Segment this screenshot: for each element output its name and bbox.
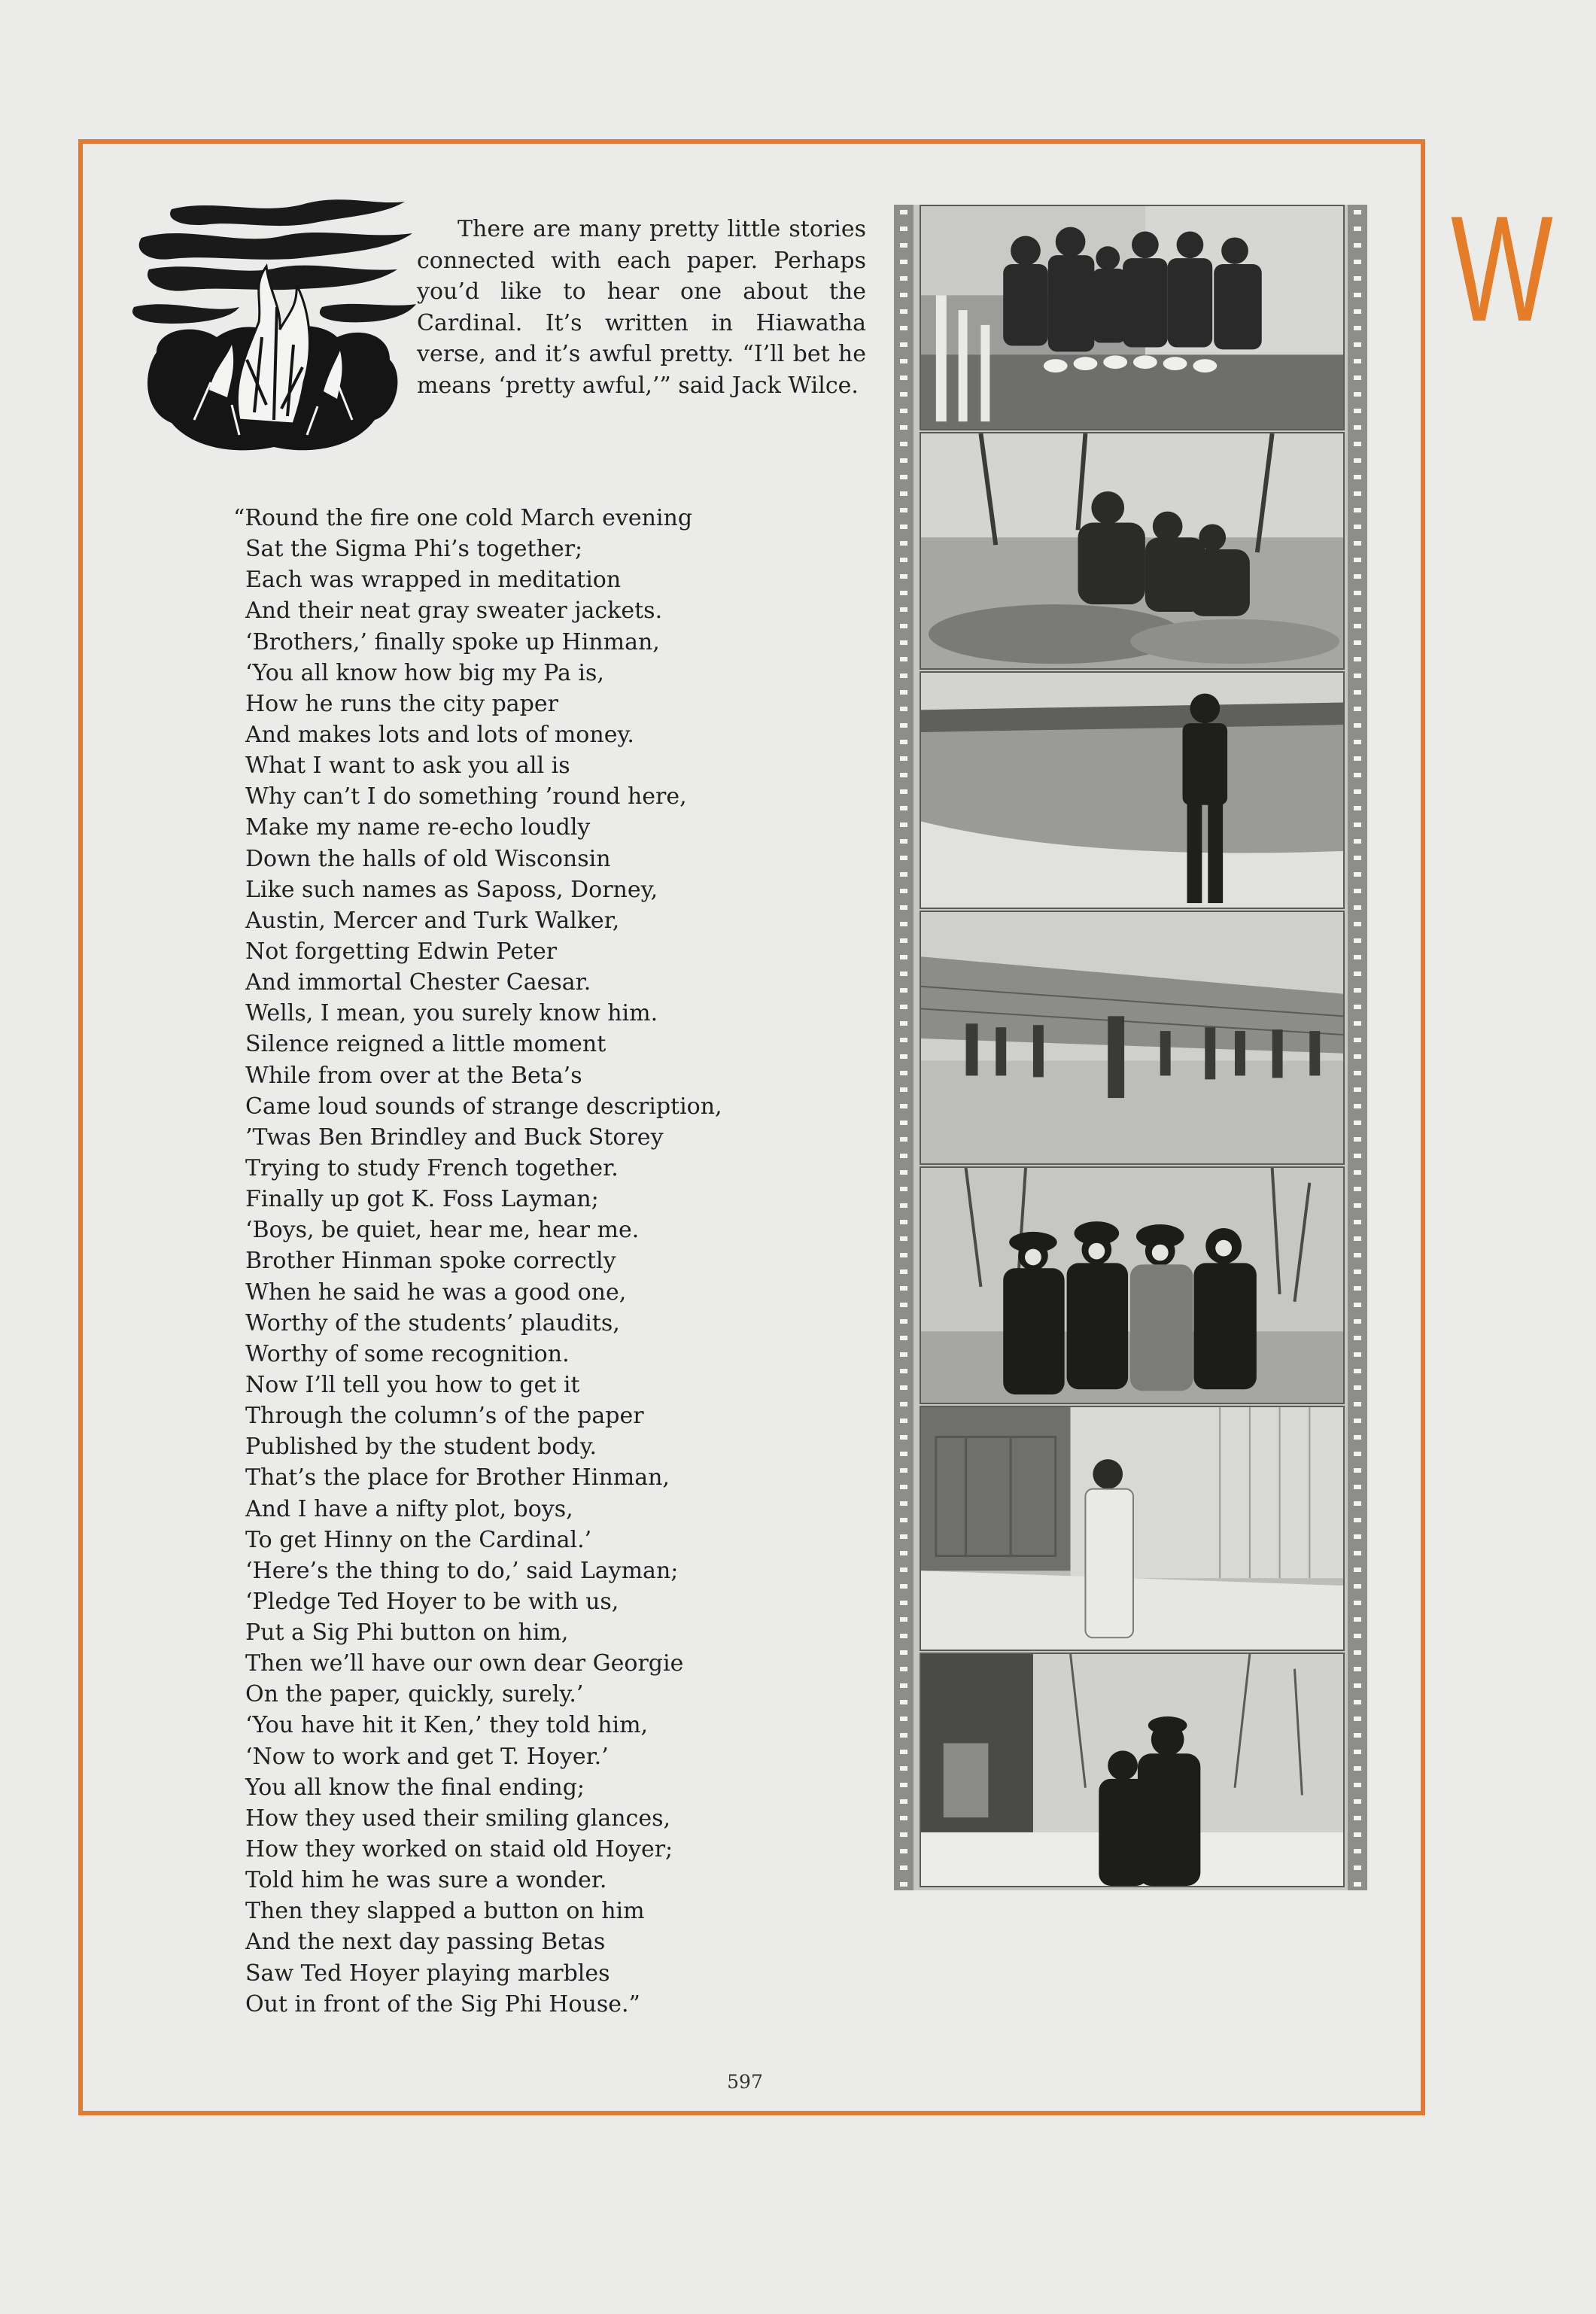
poem-line: Published by the student body. bbox=[245, 1434, 597, 1461]
photo-man-by-house bbox=[920, 1406, 1345, 1651]
poem-line: Through the column’s of the paper bbox=[245, 1403, 644, 1430]
poem-line: How he runs the city paper bbox=[245, 690, 558, 717]
poem-line: ‘Now to work and get T. Hoyer.’ bbox=[245, 1743, 609, 1770]
poem-line: ‘You all know how big my Pa is, bbox=[245, 659, 604, 686]
poem-line: And immortal Chester Caesar. bbox=[245, 969, 591, 996]
film-perforations-left bbox=[894, 205, 914, 1890]
poem-line: On the paper, quickly, surely.’ bbox=[245, 1681, 584, 1708]
poem-line: You all know the final ending; bbox=[245, 1774, 585, 1801]
poem-line: Trying to study French together. bbox=[245, 1154, 619, 1181]
photo-film-strip bbox=[894, 205, 1367, 1890]
photo-students-picnic bbox=[920, 432, 1345, 670]
poem-line: Down the halls of old Wisconsin bbox=[245, 845, 611, 872]
poem-line: Not forgetting Edwin Peter bbox=[245, 938, 558, 965]
poem-line: Like such names as Saposs, Dorney, bbox=[245, 876, 658, 903]
poem-line: Austin, Mercer and Turk Walker, bbox=[245, 907, 620, 934]
poem-line: Silence reigned a little moment bbox=[245, 1031, 606, 1058]
photo-athletic-field bbox=[920, 911, 1345, 1165]
poem-line: And their neat gray sweater jackets. bbox=[245, 598, 663, 625]
poem-line: “Round the fire one cold March evening bbox=[233, 505, 693, 531]
section-letter: W bbox=[1451, 185, 1553, 353]
poem-line: ‘Boys, be quiet, hear me, hear me. bbox=[245, 1217, 640, 1244]
poem-line: Now I’ll tell you how to get it bbox=[245, 1371, 580, 1398]
poem-line: How they worked on staid old Hoyer; bbox=[245, 1836, 673, 1863]
poem bbox=[233, 503, 760, 2020]
film-perforations-right bbox=[1348, 205, 1367, 1890]
poem-line: That’s the place for Brother Hinman, bbox=[245, 1464, 670, 1491]
poem-line: Saw Ted Hoyer playing marbles bbox=[245, 1960, 610, 1987]
poem-line: Brother Hinman spoke correctly bbox=[245, 1248, 616, 1275]
poem-line: And I have a nifty plot, boys, bbox=[245, 1495, 573, 1522]
poem-line: ’Twas Ben Brindley and Buck Storey bbox=[245, 1124, 664, 1151]
poem-line: ‘Pledge Ted Hoyer to be with us, bbox=[245, 1588, 619, 1615]
intro-paragraph bbox=[417, 214, 866, 401]
photo-four-women-in-winter-coats bbox=[920, 1166, 1345, 1404]
poem-line: And makes lots and lots of money. bbox=[245, 721, 634, 748]
poem-line: And the next day passing Betas bbox=[245, 1929, 606, 1956]
poem-line: How they used their smiling glances, bbox=[245, 1805, 671, 1832]
poem-line: ‘Here’s the thing to do,’ said Layman; bbox=[245, 1557, 679, 1584]
poem-line: Worthy of some recognition. bbox=[245, 1340, 570, 1367]
photo-couple-in-snow bbox=[920, 1653, 1345, 1887]
photo-man-by-lake bbox=[920, 671, 1345, 909]
poem-line: Out in front of the Sig Phi House.” bbox=[245, 1990, 640, 2018]
campfire-illustration bbox=[126, 194, 421, 458]
poem-line: Sat the Sigma Phi’s together; bbox=[245, 536, 583, 563]
photo-group-of-men-on-porch bbox=[920, 205, 1345, 430]
poem-line: Each was wrapped in meditation bbox=[245, 567, 622, 594]
poem-line: Then we’ll have our own dear Georgie bbox=[245, 1650, 684, 1677]
poem-line: Put a Sig Phi button on him, bbox=[245, 1619, 569, 1647]
poem-line: When he said he was a good one, bbox=[245, 1279, 627, 1306]
poem-line: While from over at the Beta’s bbox=[245, 1062, 582, 1089]
poem-line: To get Hinny on the Cardinal.’ bbox=[245, 1526, 592, 1553]
poem-line: Wells, I mean, you surely know him. bbox=[245, 1000, 658, 1027]
poem-line: ‘You have hit it Ken,’ they told him, bbox=[245, 1712, 649, 1739]
poem-line: Make my name re-echo loudly bbox=[245, 814, 591, 841]
poem-line: Came loud sounds of strange description, bbox=[245, 1093, 722, 1120]
poem-line: Finally up got K. Foss Layman; bbox=[245, 1186, 599, 1213]
poem-line: Then they slapped a button on him bbox=[245, 1898, 645, 1925]
poem-line: ‘Brothers,’ finally spoke up Hinman, bbox=[245, 628, 660, 655]
poem-line: Told him he was sure a wonder. bbox=[245, 1867, 607, 1894]
poem-line: Why can’t I do something ’round here, bbox=[245, 783, 687, 810]
intro-text: There are many pretty little stories connected with each paper. Perhaps you’d like to hear one about the Cardinal. It’s written in Hiawatha verse, and it’s awful pretty. “I’ll bet he means ‘pretty awful,’” said Jack Wilce. bbox=[417, 216, 866, 399]
poem-line: What I want to ask you all is bbox=[245, 753, 570, 780]
poem-line: Worthy of the students’ plaudits, bbox=[245, 1309, 620, 1336]
page-number: 597 bbox=[727, 2071, 763, 2093]
